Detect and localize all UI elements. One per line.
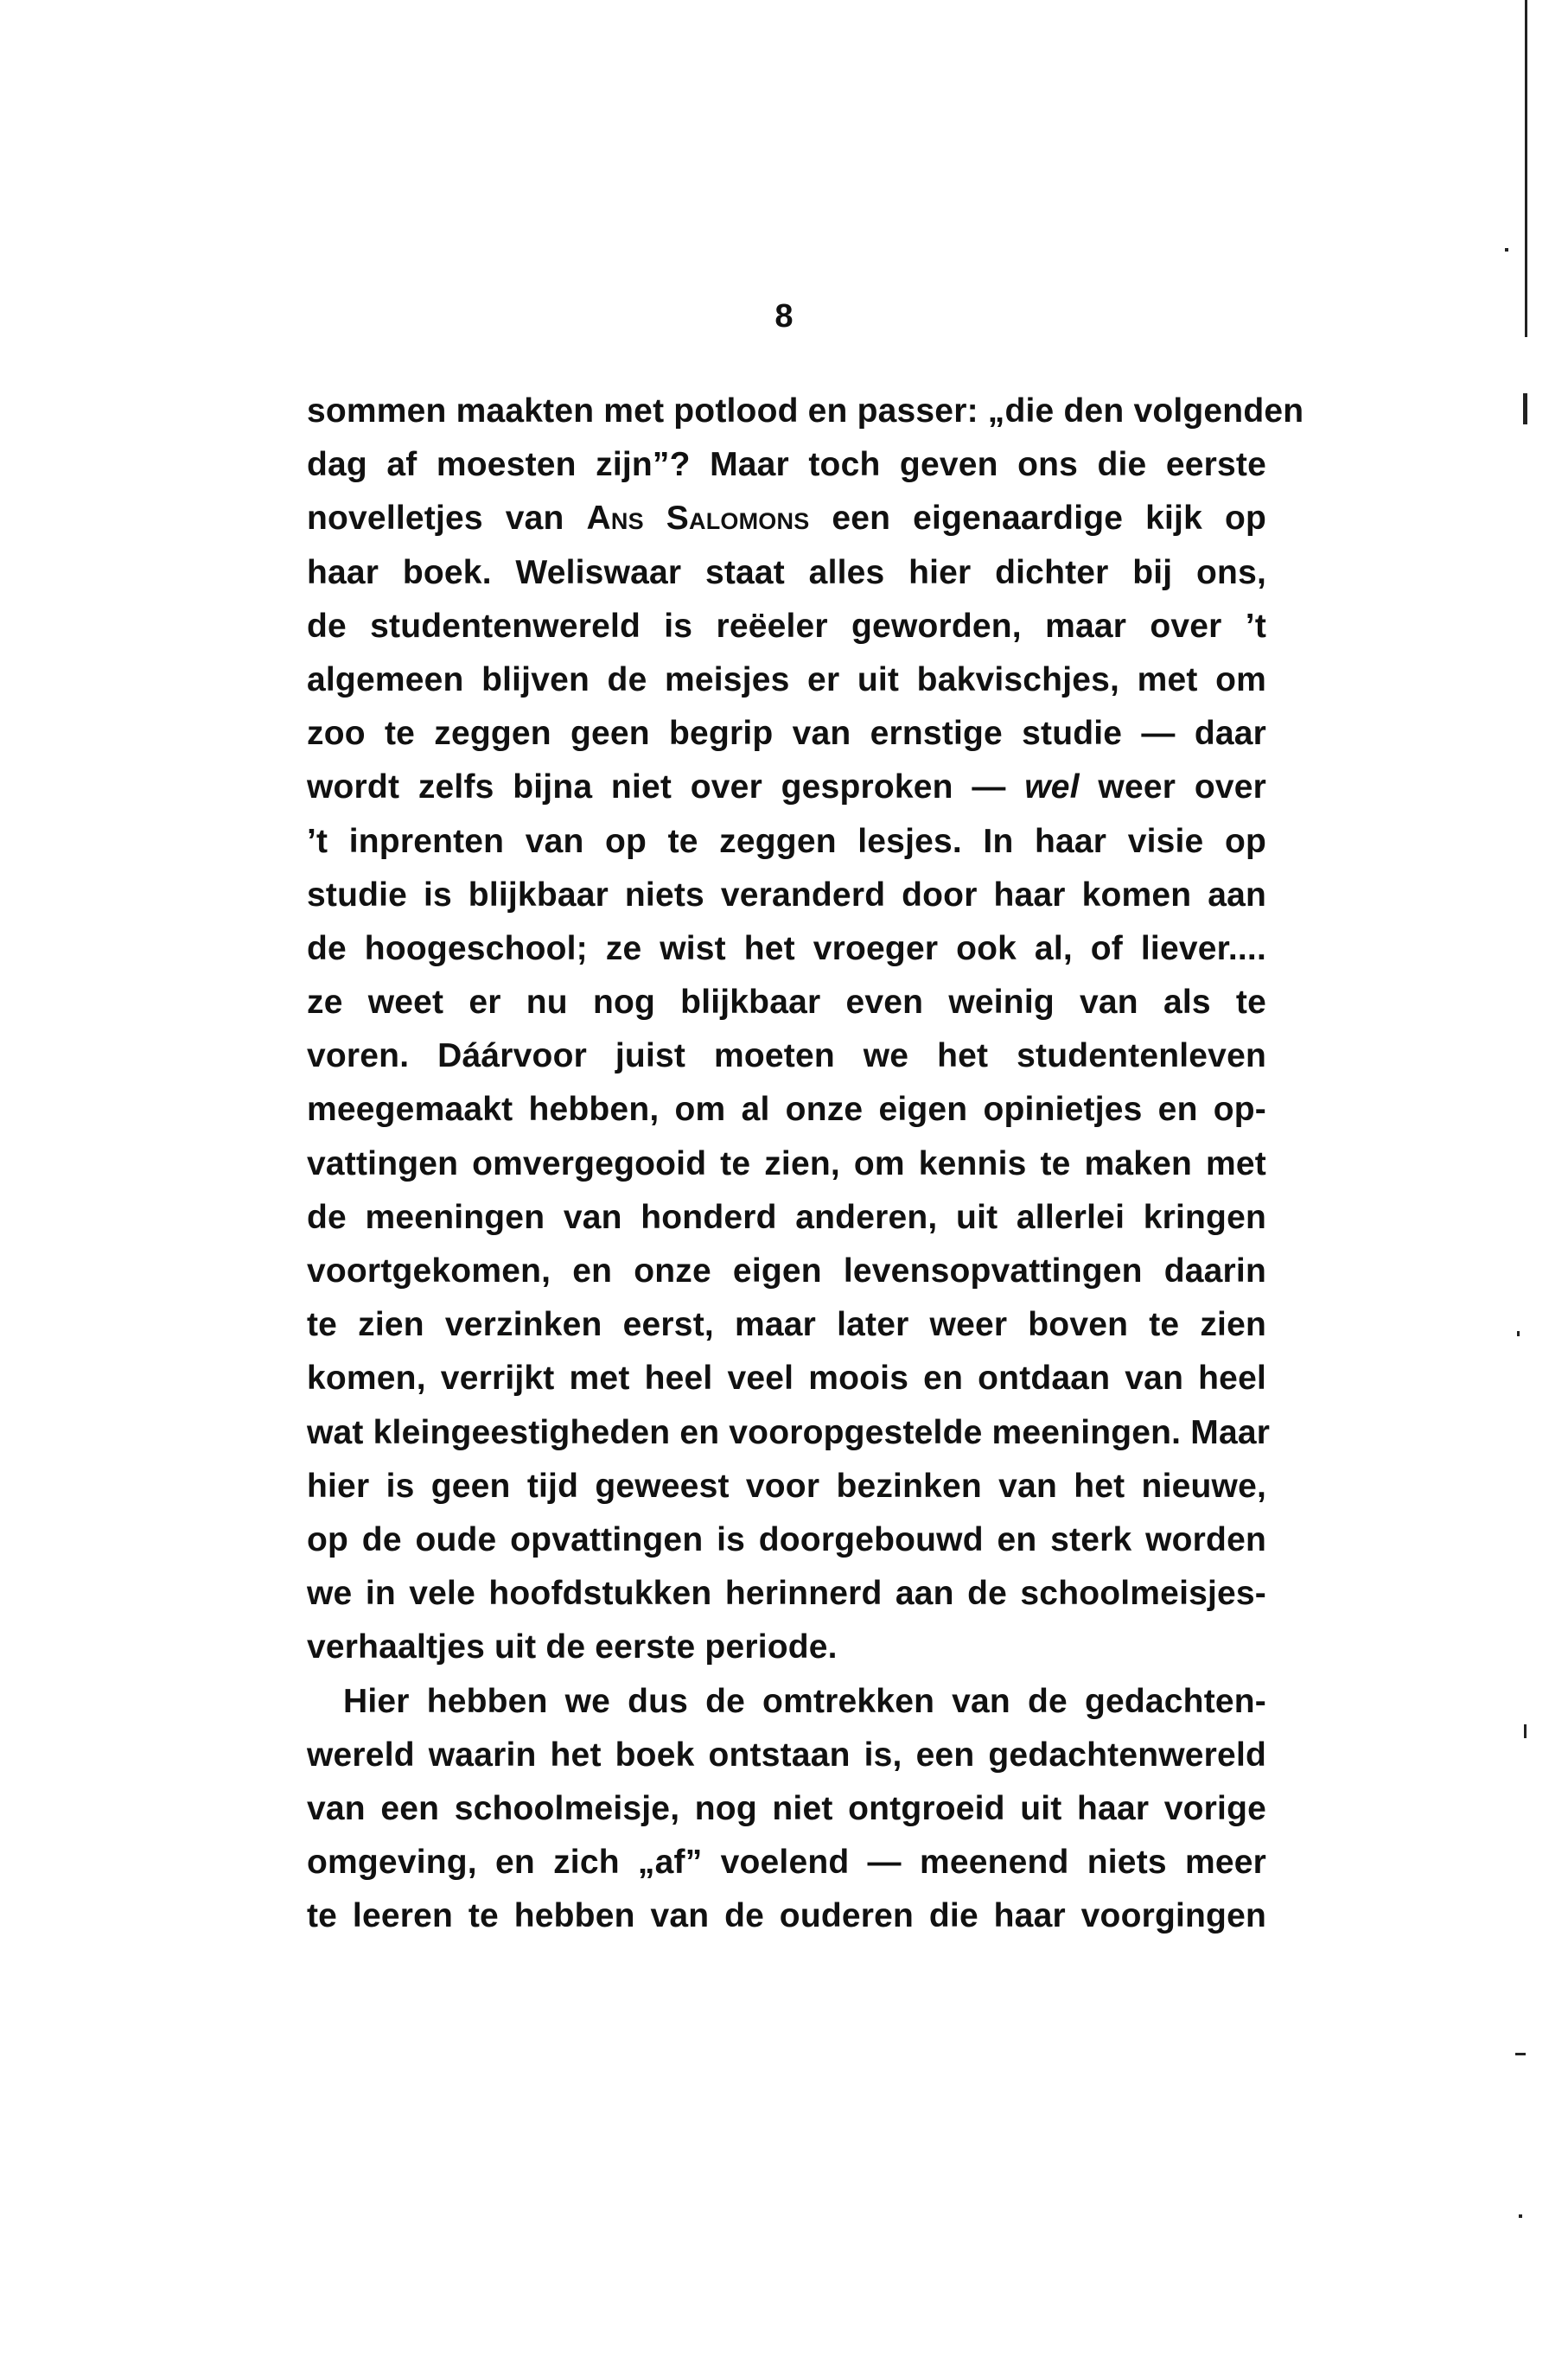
text-line: wat kleingeestigheden en vooropgestelde meeningen. Maar [307,1413,1271,1451]
text-line: voren. Dáárvoor juist moeten we het studentenleven [307,1037,1266,1075]
text-line: ’t inprenten van op te zeggen lesjes. In haar visie op [307,822,1266,860]
text-fragment: een eigenaardige kijk op [809,500,1266,538]
text-line: op de oude opvattingen is doorgebouwd en sterk worden [307,1520,1266,1558]
scan-speck [1517,1331,1520,1336]
text-line: komen, verrijkt met heel veel moois en ontdaan van heel [307,1360,1266,1398]
text-line: voortgekomen, en onze eigen levensopvattingen daarin [307,1252,1266,1290]
page-number: 8 [774,298,794,334]
body-text [307,385,1304,1943]
text-line: omgeving, en zich „af” voelend — meenend niets meer [307,1844,1266,1882]
text-line: de studentenwereld is reëeler geworden, maar over ’t [307,607,1266,645]
text-line: wereld waarin het boek ontstaan is, een gedachtenwereld [307,1736,1266,1774]
scan-speck [1505,248,1508,252]
text-line: zoo te zeggen geen begrip van ernstige studie — daar [307,715,1266,753]
scan-speck [1523,393,1527,424]
text-line: studie is blijkbaar niets veranderd door haar komen aan [307,876,1266,914]
text-line: de meeningen van honderd anderen, uit allerlei kringen [307,1198,1266,1236]
text-line: de hoogeschool; ze wist het vroeger ook al, of liever.... [307,929,1266,967]
author-name: Ans Salomons [586,500,810,538]
text-line-paragraph-start: Hier hebben we dus de omtrekken van de gedachten- [343,1682,1266,1720]
text-line: van een schoolmeisje, nog niet ontgroeid uit haar vorige [307,1789,1266,1827]
text-line: meegemaakt hebben, om al onze eigen opinietjes en op- [307,1091,1266,1129]
scan-speck [1515,2053,1526,2055]
text-fragment: wordt zelfs bijna niet over gesproken — [307,768,1025,806]
scan-speck [1519,2214,1522,2218]
text-line: vattingen omvergegooid te zien, om kennis te maken met [307,1144,1266,1182]
text-line: te leeren te hebben van de ouderen die haar voorgingen [307,1897,1266,1935]
scan-edge-line [1525,0,1527,337]
text-line: ze weet er nu nog blijkbaar even weinig van als te [307,984,1266,1022]
text-fragment: novelletjes van [307,500,587,538]
text-line: hier is geen tijd geweest voor bezinken van het nieuwe, [307,1467,1266,1505]
text-line: sommen maakten met potlood en passer: „die den volgenden [307,392,1304,430]
text-line: we in vele hoofdstukken herinnerd aan de schoolmeisjes- [307,1575,1266,1613]
text-line: algemeen blijven de meisjes er uit bakvischjes, met om [307,660,1266,698]
text-line: haar boek. Weliswaar staat alles hier dichter bij ons, [307,553,1266,591]
text-line: te zien verzinken eerst, maar later weer boven te zien [307,1306,1266,1344]
text-fragment: weer over [1079,768,1266,806]
text-line: dag af moesten zijn”? Maar toch geven ons die eerste [307,446,1266,484]
text-line-author [307,492,1266,545]
scan-speck [1524,1724,1527,1738]
text-line-paragraph-end: verhaaltjes uit de eerste periode. [307,1628,838,1666]
emphasized-word: wel [1024,768,1080,806]
text-line-emphasis [307,761,1266,814]
